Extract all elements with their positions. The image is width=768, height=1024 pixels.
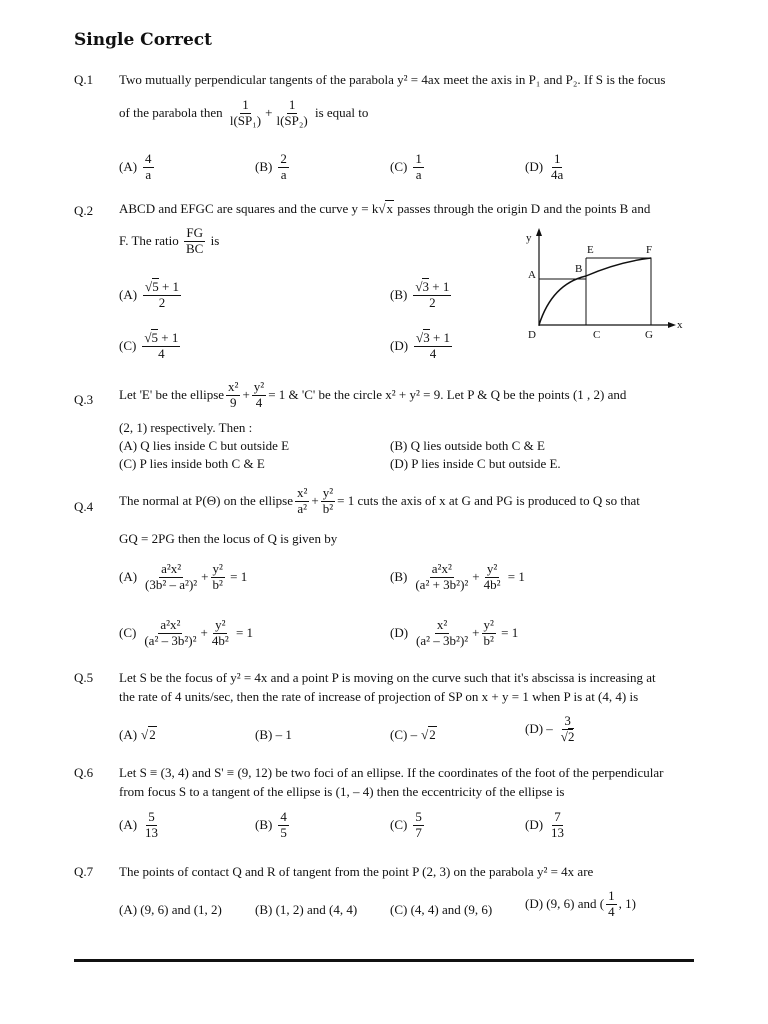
option-b[interactable]: (B) (1, 2) and (4, 4) bbox=[255, 902, 358, 917]
label-d: D bbox=[528, 329, 536, 341]
question-number-5: Q.5 bbox=[74, 670, 94, 685]
fraction: $\frac{1}{\text{l(SP₂)}}$ bbox=[276, 97, 308, 128]
option-a[interactable]: (A) $\frac{\text{a²x²}}{\text{(3b² – a²)²}}$ + $\frac{\text{y²}}{\text{b²}}$ = 1 bbox=[119, 561, 248, 592]
question-4-line-2: GQ = 2PG then the locus of Q is given by bbox=[119, 531, 338, 546]
question-2-line-1: ABCD and EFGC are squares and the curve y = k √x passes through the origin D and the points B and bbox=[119, 201, 651, 216]
square-abcd bbox=[539, 279, 586, 325]
question-number-6: Q.6 bbox=[74, 765, 94, 780]
squares-curve-figure bbox=[520, 226, 690, 346]
option-b[interactable]: (B) $\frac{\text{a²x²}}{\text{(a² + 3b²)²}}$ + $\frac{\text{y²}}{\text{4b²}}$ = 1 bbox=[390, 561, 525, 592]
question-number-7: Q.7 bbox=[74, 864, 94, 879]
question-number-4: Q.4 bbox=[74, 499, 94, 514]
option-c[interactable]: (C) $\frac{√5 + 1}{4}$ bbox=[119, 330, 179, 361]
question-4-line-1: The normal at P(Θ) on the ellipse $\frac{\text{x²}}{\text{a²}}$ + $\frac{\text{y²}}{\text{b²}}$ = 1 cuts the axis of x at G and PG is produced to Q so that bbox=[119, 485, 640, 516]
question-6-line-2: from focus S to a tangent of the ellipse is (1, – 4) then the eccentricity of the ellipse is bbox=[119, 784, 565, 799]
fraction: $\frac{1}{\text{l(SP₁)}}$ bbox=[229, 97, 262, 128]
label-x: x bbox=[677, 319, 683, 331]
question-5-line-2: the rate of 4 units/sec, then the rate of increase of projection of SP on x + y = 1 when P is at (4, 4) is bbox=[119, 689, 639, 704]
label-f: F bbox=[646, 244, 653, 256]
option-d[interactable]: (D) $\frac{\text{x²}}{\text{(a² – 3b²)²}}$ + $\frac{\text{y²}}{\text{b²}}$ = 1 bbox=[390, 617, 519, 648]
option-c[interactable]: (C) (4, 4) and (9, 6) bbox=[390, 902, 493, 917]
question-3-line-1: Let 'E' be the ellipse $\frac{\text{x²}}{9}$ + $\frac{\text{y²}}{4}$ = 1 & 'C' be the circle x² + y² = 9. Let P & Q be the points (1 , 2) and bbox=[119, 379, 627, 410]
curve bbox=[539, 258, 651, 325]
option-b[interactable]: (B) $\frac{√3 + 1}{2}$ bbox=[390, 279, 450, 310]
option-c[interactable]: (C) P lies inside both C & E bbox=[119, 456, 265, 471]
option-b[interactable]: (B) Q lies outside both C & E bbox=[390, 438, 545, 453]
option-b[interactable]: (B) $\frac{2}{a}$ bbox=[255, 151, 287, 182]
question-7-line-1: The points of contact Q and R of tangent from the point P (2, 3) on the parabola y² = 4x are bbox=[119, 864, 594, 879]
question-1-line-2: of the parabola then $\frac{1}{\text{l(SP₁)}}$ + $\frac{1}{\text{l(SP₂)}}$ is equal to bbox=[119, 97, 369, 128]
question-number-2: Q.2 bbox=[74, 203, 94, 218]
option-c[interactable]: (C) – √2 bbox=[390, 727, 436, 742]
label-g: G bbox=[645, 329, 653, 341]
label-b: B bbox=[575, 263, 583, 275]
x-axis-arrow-icon bbox=[668, 322, 676, 328]
question-5-line-1: Let S be the focus of y² = 4x and a point P is moving on the curve such that it's abscissa is increasing at bbox=[119, 670, 656, 685]
label-a: A bbox=[528, 269, 536, 281]
option-b[interactable]: (B) – 1 bbox=[255, 727, 292, 742]
question-1-text: of the parabola then bbox=[119, 105, 223, 121]
question-2-line-2: F. The ratio $\frac{FG}{BC}$ is bbox=[119, 225, 220, 256]
option-a[interactable]: (A) √2 bbox=[119, 727, 156, 742]
question-number-3: Q.3 bbox=[74, 392, 94, 407]
option-d[interactable]: (D) (9, 6) and ( $\frac{1}{4}$ , 1) bbox=[525, 888, 636, 919]
option-c[interactable]: (C) $\frac{5}{7}$ bbox=[390, 809, 422, 840]
page-heading: Single Correct bbox=[74, 30, 212, 50]
question-number-1: Q.1 bbox=[74, 72, 94, 87]
y-axis-arrow-icon bbox=[536, 228, 542, 236]
label-e: E bbox=[587, 244, 594, 256]
option-a[interactable]: (A) $\frac{5}{13}$ bbox=[119, 809, 159, 840]
option-a[interactable]: (A) Q lies inside C but outside E bbox=[119, 438, 290, 453]
label-y: y bbox=[526, 232, 532, 244]
option-a[interactable]: (A) $\frac{√5 + 1}{2}$ bbox=[119, 279, 180, 310]
option-a[interactable]: (A) $\frac{4}{a}$ bbox=[119, 151, 152, 182]
question-1-line-1: Two mutually perpendicular tangents of the parabola y² = 4ax meet the axis in P₁ and P₂. If S is the focus bbox=[119, 72, 666, 87]
option-d[interactable]: (D) $\frac{7}{13}$ bbox=[525, 809, 565, 840]
label-c: C bbox=[593, 329, 601, 341]
option-d[interactable]: (D) – $\frac{3}{√2}$ bbox=[525, 713, 575, 744]
square-efgc bbox=[586, 258, 651, 325]
bottom-rule bbox=[74, 959, 694, 962]
option-c[interactable]: (C) $\frac{\text{a²x²}}{\text{(a² – 3b²)²}}$ + $\frac{\text{y²}}{\text{4b²}}$ = 1 bbox=[119, 617, 254, 648]
option-a[interactable]: (A) (9, 6) and (1, 2) bbox=[119, 902, 222, 917]
option-b[interactable]: (B) $\frac{4}{5}$ bbox=[255, 809, 287, 840]
option-d[interactable]: (D) $\frac{√3 + 1}{4}$ bbox=[390, 330, 451, 361]
option-c[interactable]: (C) $\frac{1}{a}$ bbox=[390, 151, 422, 182]
question-6-line-1: Let S ≡ (3, 4) and S' ≡ (9, 12) be two foci of an ellipse. If the coordinates of the foot of the perpendicular bbox=[119, 765, 664, 780]
option-d[interactable]: (D) P lies inside C but outside E. bbox=[390, 456, 561, 471]
question-3-line-2: (2, 1) respectively. Then : bbox=[119, 420, 253, 435]
option-d[interactable]: (D) $\frac{1}{4a}$ bbox=[525, 151, 564, 182]
